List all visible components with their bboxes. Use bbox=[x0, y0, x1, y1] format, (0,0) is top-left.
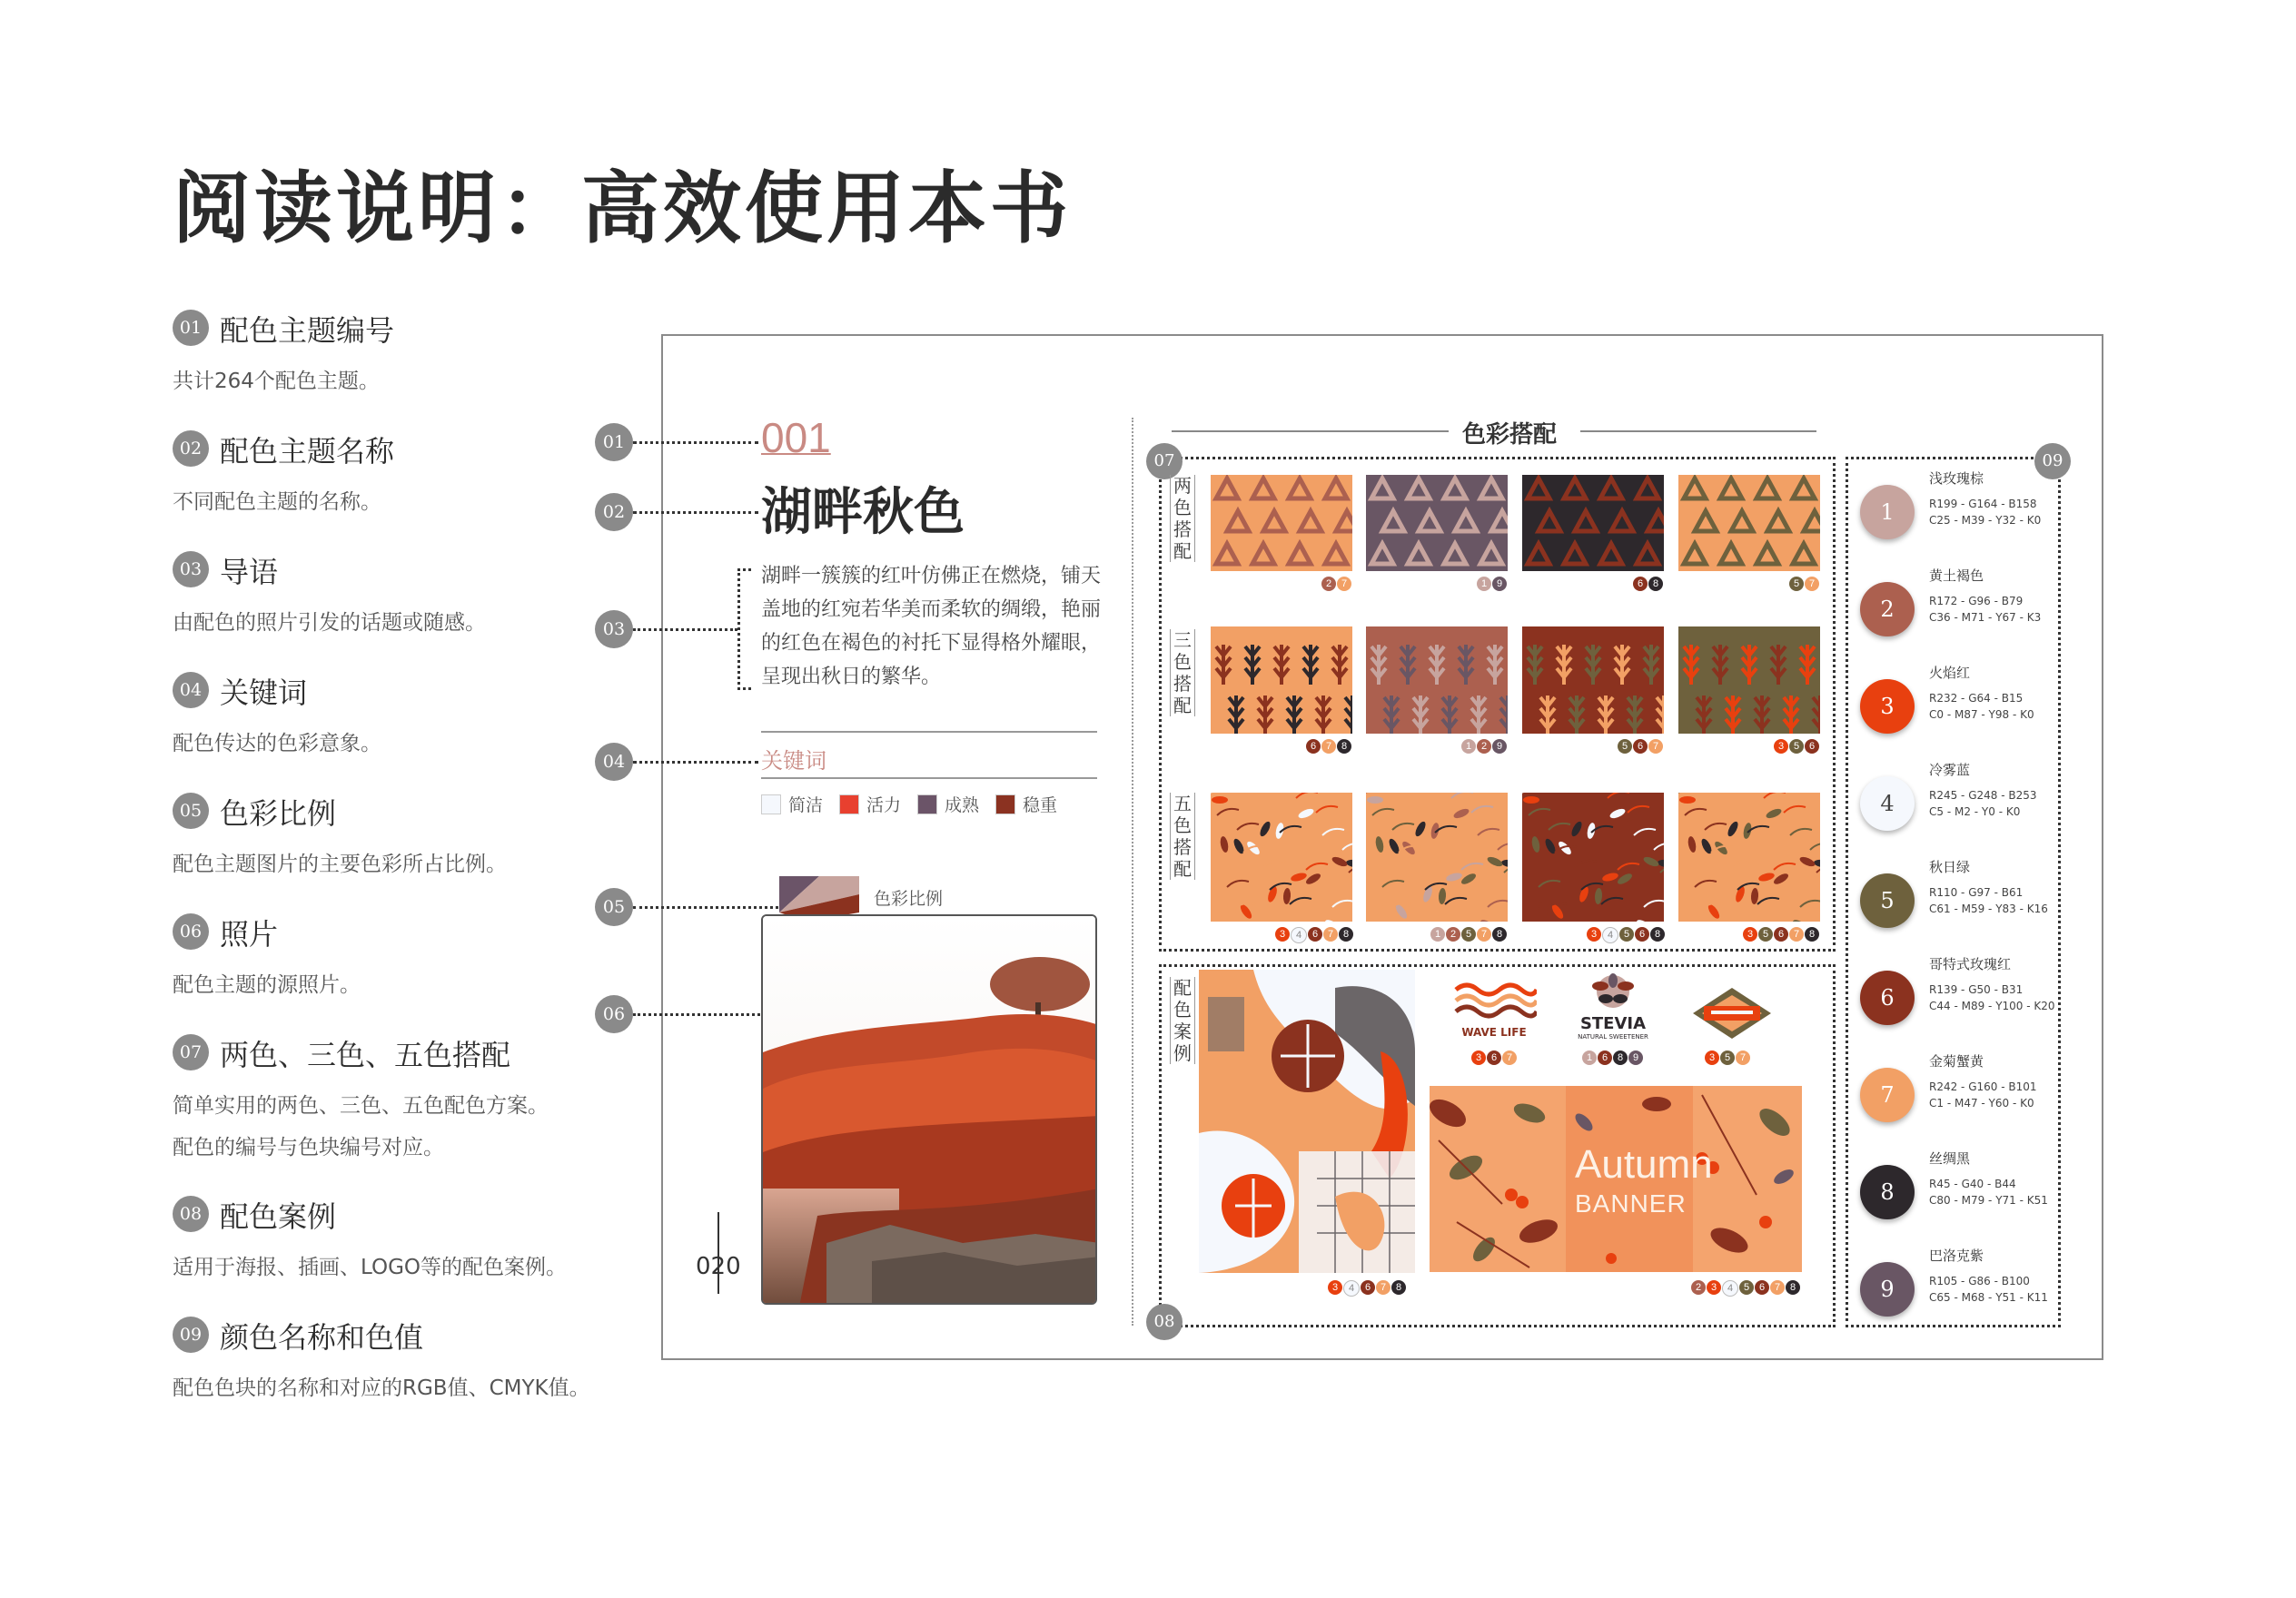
color-dot: 9 bbox=[1628, 1051, 1643, 1065]
swatch-rgb: R242 - G160 - B101 bbox=[1929, 1080, 2037, 1093]
banner-color-dots bbox=[1691, 1280, 1800, 1297]
pattern-tile-1-3 bbox=[1678, 626, 1820, 734]
swatch-circle: 3 bbox=[1860, 679, 1915, 734]
pattern-tile-2-0 bbox=[1211, 793, 1352, 922]
color-dot: 8 bbox=[1805, 927, 1819, 942]
color-dot: 5 bbox=[1461, 927, 1476, 942]
theme-intro: 湖畔一簇簇的红叶仿佛正在燃烧，铺天盖地的红宛若华美而柔软的绸缎，艳丽的红色在褐色的衬托下显得格外耀眼，呈现出秋日的繁华。 bbox=[761, 565, 1102, 688]
logo-stevia bbox=[1569, 973, 1657, 1046]
color-dot: 8 bbox=[1492, 927, 1507, 942]
logo-wave-life-text: WAVE LIFE bbox=[1461, 1026, 1527, 1039]
swatch-rgb: R232 - G64 - B15 bbox=[1929, 692, 2024, 705]
color-dot: 3 bbox=[1774, 739, 1788, 754]
swatch-circle: 1 bbox=[1860, 485, 1915, 539]
color-dot: 8 bbox=[1339, 927, 1353, 942]
pattern-tile-1-0 bbox=[1211, 626, 1352, 734]
swatch-name: 冷雾蓝 bbox=[1929, 762, 1971, 778]
tile-color-dots bbox=[1789, 577, 1819, 591]
callout-02: 02 bbox=[595, 493, 633, 531]
badge-07: 07 bbox=[1146, 443, 1183, 479]
color-dot: 7 bbox=[1323, 927, 1338, 942]
legend-list bbox=[173, 304, 681, 1432]
divider bbox=[1580, 430, 1816, 432]
color-dot: 3 bbox=[1471, 1051, 1486, 1065]
legend-title: 色彩比例 bbox=[220, 796, 337, 831]
color-dot: 2 bbox=[1321, 577, 1336, 591]
tile-color-dots bbox=[1774, 739, 1819, 754]
swatch-item bbox=[1860, 562, 2055, 653]
divider bbox=[1172, 430, 1449, 432]
tile-color-dots bbox=[1321, 577, 1351, 591]
tile-color-dots bbox=[1743, 927, 1819, 942]
callout-line bbox=[633, 628, 737, 631]
legend-item bbox=[173, 1311, 681, 1432]
color-dot: 3 bbox=[1275, 927, 1290, 942]
logo1-color-dots bbox=[1471, 1051, 1517, 1065]
swatch-circle: 9 bbox=[1860, 1262, 1915, 1317]
callout-line bbox=[633, 1013, 760, 1016]
banner-title: Autumn bbox=[1575, 1142, 1713, 1187]
color-dot: 7 bbox=[1321, 739, 1336, 754]
swatch-circle: 8 bbox=[1860, 1165, 1915, 1219]
logo3-color-dots bbox=[1705, 1051, 1750, 1065]
legend-desc: 由配色的照片引发的话题或随感。 bbox=[173, 611, 486, 635]
legend-number: 04 bbox=[173, 672, 209, 708]
color-dot: 7 bbox=[1648, 739, 1663, 754]
swatch-item bbox=[1860, 951, 2055, 1041]
divider bbox=[761, 777, 1097, 779]
swatch-rgb: R139 - G50 - B31 bbox=[1929, 983, 2024, 996]
color-dot: 8 bbox=[1648, 577, 1663, 591]
color-dot: 2 bbox=[1691, 1280, 1706, 1295]
tile-color-dots bbox=[1461, 739, 1507, 754]
tile-color-dots bbox=[1633, 577, 1663, 591]
pattern-tile-2-3 bbox=[1678, 793, 1820, 922]
row-label-three-color: 三色搭配 bbox=[1170, 629, 1195, 716]
keyword-swatch bbox=[839, 794, 859, 814]
legend-item bbox=[173, 546, 681, 666]
keyword-label: 简洁 bbox=[788, 795, 824, 815]
color-dot: 9 bbox=[1492, 577, 1507, 591]
color-dot: 6 bbox=[1598, 1051, 1612, 1065]
color-dot: 8 bbox=[1786, 1280, 1800, 1295]
callout-06: 06 bbox=[595, 995, 633, 1033]
swatch-name: 浅玫瑰棕 bbox=[1929, 470, 1984, 487]
swatch-rgb: R105 - G86 - B100 bbox=[1929, 1275, 2030, 1287]
pattern-tile-1-2 bbox=[1522, 626, 1664, 734]
swatch-cmyk: C80 - M79 - Y71 - K51 bbox=[1929, 1194, 2048, 1207]
swatch-name: 金菊蟹黄 bbox=[1929, 1053, 1984, 1070]
color-dot: 1 bbox=[1477, 577, 1491, 591]
color-dot: 4 bbox=[1722, 1280, 1738, 1297]
row-label-cases: 配色案例 bbox=[1170, 977, 1195, 1064]
swatch-circle: 4 bbox=[1860, 776, 1915, 831]
color-dot: 2 bbox=[1477, 739, 1491, 754]
legend-title: 导语 bbox=[220, 555, 279, 589]
legend-number: 09 bbox=[173, 1317, 209, 1353]
color-dot: 7 bbox=[1337, 577, 1351, 591]
swatch-rgb: R45 - G40 - B44 bbox=[1929, 1178, 2016, 1190]
source-photo bbox=[761, 914, 1097, 1305]
legend-desc: 简单实用的两色、三色、五色配色方案。 配色的编号与色块编号对应。 bbox=[173, 1094, 549, 1159]
legend-title: 颜色名称和色值 bbox=[220, 1320, 424, 1355]
color-ratio-label: 色彩比例 bbox=[874, 889, 944, 909]
legend-number: 07 bbox=[173, 1034, 209, 1070]
color-dot: 8 bbox=[1391, 1280, 1406, 1295]
color-dot: 5 bbox=[1619, 927, 1634, 942]
color-dot: 6 bbox=[1805, 739, 1819, 754]
legend-desc: 配色主题图片的主要色彩所占比例。 bbox=[173, 853, 507, 876]
swatch-name: 巴洛克紫 bbox=[1929, 1248, 1984, 1264]
color-dot: 3 bbox=[1328, 1280, 1342, 1295]
theme-name: 湖畔秋色 bbox=[761, 482, 965, 542]
pattern-tile-0-2 bbox=[1522, 475, 1664, 571]
swatch-item bbox=[1860, 756, 2055, 847]
color-match-title: 色彩搭配 bbox=[1462, 421, 1558, 449]
swatch-cmyk: C1 - M47 - Y60 - K0 bbox=[1929, 1097, 2034, 1110]
swatch-circle: 6 bbox=[1860, 971, 1915, 1025]
color-dot: 5 bbox=[1758, 927, 1773, 942]
logo-stevia-sub: NATURAL SWEETENER bbox=[1578, 1033, 1648, 1041]
color-dot: 6 bbox=[1774, 927, 1788, 942]
swatch-cmyk: C36 - M71 - Y67 - K3 bbox=[1929, 611, 2042, 624]
color-dot: 6 bbox=[1635, 927, 1649, 942]
color-dot: 1 bbox=[1461, 739, 1476, 754]
color-dot: 5 bbox=[1720, 1051, 1735, 1065]
swatch-rgb: R245 - G248 - B253 bbox=[1929, 789, 2037, 802]
swatch-item bbox=[1860, 1145, 2055, 1236]
keyword-swatch bbox=[995, 794, 1015, 814]
callout-01: 01 bbox=[595, 423, 633, 461]
pattern-tile-2-1 bbox=[1366, 793, 1508, 922]
legend-title: 配色主题编号 bbox=[220, 313, 395, 348]
swatch-rgb: R110 - G97 - B61 bbox=[1929, 886, 2024, 899]
logo-diamond bbox=[1691, 986, 1773, 1041]
legend-item bbox=[173, 1190, 681, 1311]
color-dot: 2 bbox=[1446, 927, 1460, 942]
callout-line bbox=[633, 906, 778, 909]
pattern-tile-2-2 bbox=[1522, 793, 1664, 922]
divider bbox=[761, 731, 1097, 733]
legend-title: 配色主题名称 bbox=[220, 434, 395, 469]
color-dot: 7 bbox=[1805, 577, 1819, 591]
color-dot: 5 bbox=[1789, 739, 1804, 754]
swatch-circle: 5 bbox=[1860, 873, 1915, 928]
keyword-swatch bbox=[917, 794, 937, 814]
color-dot: 3 bbox=[1587, 927, 1601, 942]
color-dot: 3 bbox=[1707, 1280, 1721, 1295]
color-dot: 8 bbox=[1650, 927, 1665, 942]
color-dot: 8 bbox=[1337, 739, 1351, 754]
swatch-name: 秋日绿 bbox=[1929, 859, 1971, 875]
swatch-cmyk: C5 - M2 - Y0 - K0 bbox=[1929, 805, 2021, 818]
callout-line bbox=[633, 511, 758, 514]
color-dot: 3 bbox=[1705, 1051, 1719, 1065]
legend-desc: 不同配色主题的名称。 bbox=[173, 490, 381, 514]
color-dot: 9 bbox=[1492, 739, 1507, 754]
swatch-item bbox=[1860, 465, 2055, 556]
color-dot: 1 bbox=[1582, 1051, 1597, 1065]
swatch-item bbox=[1860, 1048, 2055, 1139]
tile-color-dots bbox=[1306, 739, 1351, 754]
legend-number: 03 bbox=[173, 551, 209, 587]
legend-desc: 配色主题的源照片。 bbox=[173, 973, 361, 997]
legend-number: 06 bbox=[173, 913, 209, 950]
keyword-label: 稳重 bbox=[1023, 795, 1058, 815]
swatch-item bbox=[1860, 1242, 2055, 1333]
legend-desc: 配色传达的色彩意象。 bbox=[173, 732, 381, 755]
keyword-swatch bbox=[761, 794, 781, 814]
swatch-rgb: R172 - G96 - B79 bbox=[1929, 595, 2024, 607]
legend-number: 05 bbox=[173, 793, 209, 829]
legend-desc: 适用于海报、插画、LOGO等的配色案例。 bbox=[173, 1256, 568, 1279]
tile-color-dots bbox=[1477, 577, 1507, 591]
swatch-circle: 7 bbox=[1860, 1068, 1915, 1122]
color-dot: 7 bbox=[1376, 1280, 1390, 1295]
swatch-circle: 2 bbox=[1860, 582, 1915, 636]
legend-title: 配色案例 bbox=[220, 1199, 337, 1234]
color-dot: 8 bbox=[1613, 1051, 1628, 1065]
callout-line bbox=[633, 441, 758, 444]
case-illustration bbox=[1199, 970, 1415, 1273]
page-title: 阅读说明：高效使用本书 bbox=[173, 163, 1072, 254]
swatch-name: 丝绸黑 bbox=[1929, 1150, 1971, 1167]
tile-color-dots bbox=[1430, 927, 1507, 942]
legend-number: 01 bbox=[173, 310, 209, 346]
color-dot: 7 bbox=[1477, 927, 1491, 942]
swatch-name: 火焰红 bbox=[1929, 665, 1971, 681]
keywords-label: 关键词 bbox=[761, 748, 826, 774]
banner-subtitle: BANNER bbox=[1575, 1189, 1687, 1218]
color-dot: 7 bbox=[1502, 1051, 1517, 1065]
color-dot: 6 bbox=[1755, 1280, 1769, 1295]
keywords-row bbox=[761, 792, 1106, 816]
swatch-name: 哥特式玫瑰红 bbox=[1929, 956, 2012, 972]
tile-color-dots bbox=[1587, 927, 1665, 943]
swatch-cmyk: C61 - M59 - Y83 - K16 bbox=[1929, 903, 2048, 915]
legend-title: 照片 bbox=[220, 917, 279, 952]
vertical-divider bbox=[1132, 418, 1133, 1326]
logo-wave-life bbox=[1451, 981, 1537, 1044]
color-dot: 7 bbox=[1736, 1051, 1750, 1065]
pattern-tile-0-1 bbox=[1366, 475, 1508, 571]
keyword-item bbox=[917, 792, 979, 816]
color-dot: 5 bbox=[1618, 739, 1632, 754]
legend-title: 两色、三色、五色搭配 bbox=[220, 1038, 511, 1072]
logo-stevia-text: STEVIA bbox=[1579, 1014, 1647, 1033]
color-dot: 7 bbox=[1789, 927, 1804, 942]
color-dot: 4 bbox=[1602, 927, 1618, 943]
case-banner bbox=[1430, 1086, 1802, 1272]
callout-line bbox=[633, 761, 758, 764]
swatch-cmyk: C25 - M39 - Y32 - K0 bbox=[1929, 514, 2042, 527]
tile-color-dots bbox=[1618, 739, 1663, 754]
legend-desc: 配色色块的名称和对应的RGB值、CMYK值。 bbox=[173, 1376, 590, 1400]
color-dot: 5 bbox=[1739, 1280, 1754, 1295]
keyword-item bbox=[761, 792, 823, 816]
theme-number: 001 bbox=[761, 414, 831, 461]
legend-number: 02 bbox=[173, 430, 209, 467]
pattern-tile-0-0 bbox=[1211, 475, 1352, 571]
legend-desc: 共计264个配色主题。 bbox=[173, 370, 380, 393]
color-dot: 4 bbox=[1343, 1280, 1360, 1297]
swatch-name: 黄土褐色 bbox=[1929, 567, 1984, 584]
color-dot: 3 bbox=[1743, 927, 1757, 942]
row-label-five-color: 五色搭配 bbox=[1170, 793, 1195, 880]
callout-05: 05 bbox=[595, 888, 633, 926]
badge-08: 08 bbox=[1146, 1304, 1183, 1340]
keyword-item bbox=[995, 792, 1057, 816]
keyword-label: 成熟 bbox=[945, 795, 980, 815]
swatch-cmyk: C0 - M87 - Y98 - K0 bbox=[1929, 708, 2034, 721]
intro-bracket bbox=[737, 568, 751, 690]
legend-item bbox=[173, 304, 681, 425]
swatch-rgb: R199 - G164 - B158 bbox=[1929, 498, 2037, 510]
color-dot: 7 bbox=[1770, 1280, 1785, 1295]
row-label-two-color: 两色搭配 bbox=[1170, 475, 1195, 562]
color-dot: 6 bbox=[1306, 739, 1321, 754]
logo2-color-dots bbox=[1582, 1051, 1643, 1065]
color-dot: 6 bbox=[1487, 1051, 1501, 1065]
callout-04: 04 bbox=[595, 743, 633, 781]
color-dot: 6 bbox=[1308, 927, 1322, 942]
color-dot: 4 bbox=[1291, 927, 1307, 943]
color-dot: 5 bbox=[1789, 577, 1804, 591]
badge-09: 09 bbox=[2034, 443, 2071, 479]
color-dot: 1 bbox=[1430, 927, 1445, 942]
keyword-item bbox=[839, 792, 901, 816]
keyword-label: 活力 bbox=[866, 795, 902, 815]
swatch-cmyk: C44 - M89 - Y100 - K20 bbox=[1929, 1000, 2055, 1012]
page-number: 020 bbox=[696, 1253, 741, 1280]
color-dot: 6 bbox=[1633, 577, 1648, 591]
color-dot: 6 bbox=[1633, 739, 1648, 754]
color-dot: 6 bbox=[1361, 1280, 1375, 1295]
tile-color-dots bbox=[1275, 927, 1353, 943]
legend-item bbox=[173, 1029, 681, 1190]
callout-03: 03 bbox=[595, 610, 633, 648]
illustration-color-dots bbox=[1328, 1280, 1406, 1297]
swatch-cmyk: C65 - M68 - Y51 - K11 bbox=[1929, 1291, 2048, 1304]
swatch-item bbox=[1860, 853, 2055, 944]
pattern-tile-1-1 bbox=[1366, 626, 1508, 734]
pattern-tile-0-3 bbox=[1678, 475, 1820, 571]
legend-number: 08 bbox=[173, 1196, 209, 1232]
legend-title: 关键词 bbox=[220, 676, 308, 710]
swatch-item bbox=[1860, 659, 2055, 750]
